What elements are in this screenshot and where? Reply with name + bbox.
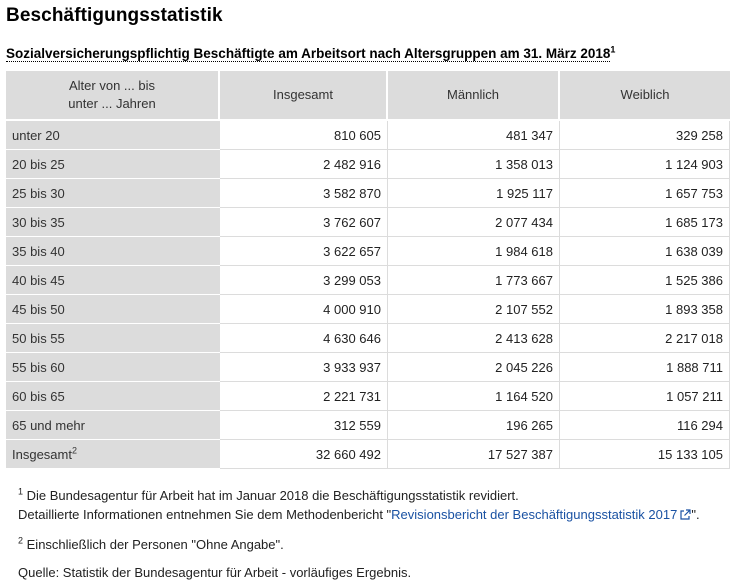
- cell-total: 3 299 053: [220, 266, 388, 295]
- row-label: 35 bis 40: [6, 237, 220, 266]
- external-link-icon[interactable]: [679, 507, 691, 526]
- cell-female: 1 124 903: [560, 150, 730, 179]
- total-footnote-ref[interactable]: 2: [71, 445, 77, 456]
- table-row: [6, 324, 730, 353]
- cell-total: 4 000 910: [220, 295, 388, 324]
- header-total: Insgesamt: [220, 71, 388, 121]
- cell-male: 481 347: [388, 121, 560, 150]
- header-age: Alter von ... bis unter ... Jahren: [6, 71, 220, 121]
- cell-female: 1 657 753: [560, 179, 730, 208]
- table-row: [6, 179, 730, 208]
- header-male: Männlich: [388, 71, 560, 121]
- footnotes: [18, 486, 700, 582]
- cell-male: 1 773 667: [388, 266, 560, 295]
- cell-female: 1 888 711: [560, 353, 730, 382]
- cell-total: 2 221 731: [220, 382, 388, 411]
- table-row: [6, 353, 730, 382]
- cell-female: 2 217 018: [560, 324, 730, 353]
- cell-male: 1 358 013: [388, 150, 560, 179]
- cell-female: 1 057 211: [560, 382, 730, 411]
- table-row: [6, 121, 730, 150]
- footnote-2: $^2$ Einschließlich der Personen "Ohne Angabe".: [18, 535, 284, 552]
- cell-male: 17 527 387: [388, 440, 560, 469]
- table-row: [6, 382, 730, 411]
- cell-total: 3 622 657: [220, 237, 388, 266]
- table-row: [6, 208, 730, 237]
- cell-female: 1 893 358: [560, 295, 730, 324]
- cell-male: 196 265: [388, 411, 560, 440]
- table-caption: [6, 46, 615, 61]
- cell-female: 116 294: [560, 411, 730, 440]
- cell-total: 3 582 870: [220, 179, 388, 208]
- table-row: [6, 295, 730, 324]
- source-note: Quelle: Statistik der Bundesagentur für Arbeit - vorläufiges Ergebnis.: [18, 565, 412, 580]
- cell-female: 15 133 105: [560, 440, 730, 469]
- table-total-row: [6, 440, 730, 469]
- cell-total: 810 605: [220, 121, 388, 150]
- table-header-row: [6, 71, 730, 121]
- row-label: 50 bis 55: [6, 324, 220, 353]
- cell-male: 1 164 520: [388, 382, 560, 411]
- caption-text: Sozialversicherungspflichtig Beschäftigte am Arbeitsort nach Altersgruppen am 31. März 2018: [6, 46, 611, 61]
- cell-male: 1 925 117: [388, 179, 560, 208]
- cell-total: 4 630 646: [220, 324, 388, 353]
- cell-female: 1 685 173: [560, 208, 730, 237]
- employment-table: [6, 71, 730, 469]
- cell-total: 2 482 916: [220, 150, 388, 179]
- row-label: 20 bis 25: [6, 150, 220, 179]
- row-label: 45 bis 50: [6, 295, 220, 324]
- caption-footnote-ref[interactable]: 1: [610, 44, 616, 55]
- row-label: 25 bis 30: [6, 179, 220, 208]
- cell-male: 2 107 552: [388, 295, 560, 324]
- row-label: 65 und mehr: [6, 411, 220, 440]
- table-body: [6, 121, 730, 469]
- page-title: Beschäftigungsstatistik: [6, 5, 223, 26]
- row-label: 55 bis 60: [6, 353, 220, 382]
- row-label: Insgesamt$^2$: [6, 440, 220, 469]
- cell-total: 312 559: [220, 411, 388, 440]
- table-row: [6, 411, 730, 440]
- cell-total: 32 660 492: [220, 440, 388, 469]
- cell-male: 2 077 434: [388, 208, 560, 237]
- cell-female: 1 525 386: [560, 266, 730, 295]
- table-row: [6, 150, 730, 179]
- table-row: [6, 237, 730, 266]
- cell-female: 1 638 039: [560, 237, 730, 266]
- cell-male: 2 413 628: [388, 324, 560, 353]
- revisionsbericht-link[interactable]: Revisionsbericht der Beschäftigungsstatistik 2017: [391, 507, 678, 522]
- row-label: 40 bis 45: [6, 266, 220, 295]
- cell-male: 2 045 226: [388, 353, 560, 382]
- table-row: [6, 266, 730, 295]
- footnote-1: $^1$ Die Bundesagentur für Arbeit hat im Januar 2018 die Beschäftigungsstatistik revidiert.: [18, 486, 519, 503]
- header-female: Weiblich: [560, 71, 730, 121]
- cell-total: 3 762 607: [220, 208, 388, 237]
- row-label: 60 bis 65: [6, 382, 220, 411]
- cell-total: 3 933 937: [220, 353, 388, 382]
- row-label: 30 bis 35: [6, 208, 220, 237]
- footnote-1-details: Detaillierte Informationen entnehmen Sie dem Methodenbericht "Revisionsbericht der Beschäftigungsstatistik 2017 ".: [18, 505, 700, 526]
- cell-male: 1 984 618: [388, 237, 560, 266]
- row-label: unter 20: [6, 121, 220, 150]
- cell-female: 329 258: [560, 121, 730, 150]
